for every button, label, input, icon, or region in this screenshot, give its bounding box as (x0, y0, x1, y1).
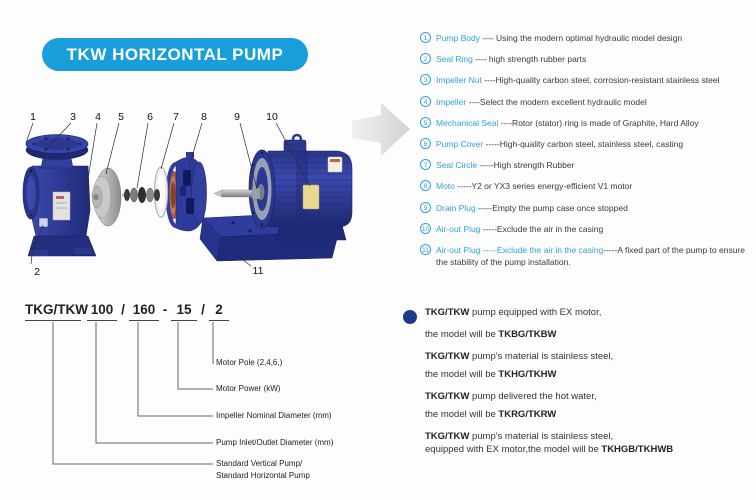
part-description: ----High-quality carbon steel, corrosion-resistant stainless steel (481, 75, 720, 86)
variant-model-code: TKG/TKW (425, 431, 470, 442)
variant-line (425, 430, 752, 443)
part-list-item (420, 223, 754, 235)
variant-model-code: TKHG/TKHW (498, 369, 557, 380)
part-name: Seal Circle (436, 160, 478, 171)
part-list-item (420, 138, 754, 150)
variant-model-code: TKG/TKW (425, 391, 470, 402)
variant-text: pump delivered the hot water, (469, 391, 597, 402)
pump-body-illustration (23, 135, 96, 257)
part-description: -----Empty the pump case once stopped (475, 202, 628, 213)
model-label-impeller-diameter: Impeller Nominal Diameter (mm) (216, 411, 332, 420)
variant-line (425, 368, 752, 381)
part-number-badge: 10 (420, 223, 431, 234)
part-name: Mechanical Seal (436, 117, 499, 128)
part-list-item (420, 96, 754, 108)
callout-10: 10 (266, 111, 278, 123)
part-name: Moto (436, 181, 455, 192)
variant-lines (400, 306, 752, 456)
part-number-badge: 9 (420, 202, 431, 213)
part-list-item (420, 74, 754, 86)
part-text (436, 244, 754, 268)
part-text (436, 138, 683, 150)
variant-text: the model will be (425, 409, 499, 420)
part-name: Air-out Plug (436, 223, 481, 234)
variant-text: pump's material is stainless steel, (469, 351, 614, 362)
part-list-item (420, 202, 754, 214)
model-code-connector-lines (20, 300, 360, 495)
callout-6: 6 (147, 111, 153, 123)
part-text (436, 96, 647, 108)
variant-model-code: TKBG/TKBW (498, 329, 557, 340)
right-arrow-icon (352, 103, 410, 156)
part-number-badge: 6 (420, 138, 431, 149)
part-list-item (420, 32, 754, 44)
callout-4: 4 (95, 111, 101, 123)
part-name: Pump Body (436, 33, 480, 43)
callout-7: 7 (173, 111, 179, 123)
model-code-segment: 2 (209, 301, 229, 321)
part-number-badge: 7 (420, 159, 431, 170)
part-number-badge: 8 (420, 180, 431, 191)
motor-nameplate (303, 185, 319, 209)
callout-8: 8 (201, 111, 207, 123)
part-number-badge: 11 (420, 244, 431, 255)
pump-cover-illustration (166, 152, 207, 231)
model-code-segment: / (121, 302, 125, 317)
exploded-pump-diagram (0, 90, 420, 305)
model-label-motor-power: Motor Power (kW) (216, 384, 281, 393)
callout-9: 9 (234, 111, 240, 123)
part-text (436, 53, 586, 65)
impeller-illustration (92, 168, 121, 226)
model-code-breakdown (20, 300, 360, 495)
part-text (436, 202, 628, 214)
model-label-inlet-outlet: Pump Inlet/Outlet Diameter (mm) (216, 438, 334, 447)
part-list-item (420, 159, 754, 171)
variant-model-code: TKG/TKW (425, 307, 470, 318)
callout-2: 2 (34, 266, 40, 278)
callout-5: 5 (118, 111, 124, 123)
variant-model-code: TKRG/TKRW (498, 409, 557, 420)
variant-text: equipped with EX motor,the model will be (425, 444, 602, 455)
part-description: -----High strength Rubber (477, 160, 575, 171)
part-text (436, 180, 632, 192)
part-name: Air-out Plug -----Exclude the air in the casing (436, 244, 604, 255)
part-text (436, 32, 682, 44)
variant-text: the model will be (425, 369, 499, 380)
part-list-item (420, 53, 754, 65)
variant-line (425, 350, 752, 363)
model-code-segment: / (201, 302, 205, 317)
variant-line (425, 443, 752, 456)
model-label-standard-horizontal: Standard Horizontal Pump (216, 471, 310, 480)
part-name: Impeller Nut (436, 75, 482, 86)
part-description: -----A fixed part of the pump to ensure the stability of the pump installation. (436, 244, 748, 267)
part-number-badge: 1 (420, 32, 431, 43)
part-number-badge: 5 (420, 117, 431, 128)
variant-line (425, 328, 752, 341)
part-description: -----Y2 or YX3 series energy-efficient V1 motor (454, 181, 633, 192)
part-text (436, 117, 699, 129)
part-description: -----Exclude the air in the casing (480, 223, 604, 234)
model-label-standard-vertical: Standard Vertical Pump/ (216, 459, 303, 468)
callout-11: 11 (252, 265, 264, 277)
page-title: TKW HORIZONTAL PUMP (42, 38, 308, 71)
variant-model-code: TKHGB/TKHWB (601, 444, 674, 455)
part-list-item (420, 244, 754, 268)
part-number-badge: 4 (420, 96, 431, 107)
part-name: Drain Plug (436, 202, 476, 213)
variant-line (425, 390, 752, 403)
part-description: ---- Using the modern optimal hydraulic model design (479, 33, 683, 43)
callout-3: 3 (70, 111, 76, 123)
model-code-segment: 160 (129, 301, 159, 321)
callout-1: 1 (30, 111, 36, 123)
part-description: ----Select the modern excellent hydraulic model (466, 96, 647, 107)
part-number-badge: 2 (420, 53, 431, 64)
part-name: Pump Cover (436, 138, 484, 149)
model-code-segment: - (162, 302, 168, 317)
model-code (25, 301, 229, 321)
part-list-item (420, 117, 754, 129)
variant-text: pump equipped with EX motor, (469, 307, 602, 318)
variant-model-code: TKG/TKW (425, 351, 470, 362)
part-text (436, 223, 603, 235)
variant-text: the model will be (425, 329, 499, 340)
variant-line (425, 408, 752, 421)
part-description: ----Rotor (stator) ring is made of Graphite, Hard Alloy (498, 117, 699, 128)
model-code-segment: 15 (171, 301, 197, 321)
parts-list (420, 32, 754, 277)
part-text (436, 159, 574, 171)
model-code-segment: 100 (87, 301, 117, 321)
model-variants-note (400, 306, 752, 456)
part-number-badge: 3 (420, 74, 431, 85)
variant-text: pump's material is stainless steel, (469, 431, 614, 442)
bullet-circle-icon (403, 310, 417, 324)
part-list-item (420, 180, 754, 192)
model-code-segment: TKG/TKW (25, 301, 81, 321)
variant-line (425, 306, 752, 319)
part-text (436, 74, 719, 86)
part-name: Seal Ring (436, 54, 473, 65)
part-description: ---- high strength rubber parts (472, 54, 587, 65)
part-description: -----High-quality carbon steel, stainless steel, casting (483, 138, 684, 149)
part-name: Impeller (436, 96, 467, 107)
motor-illustration (249, 135, 352, 240)
model-label-motor-pole: Motor Pole (2,4,6,) (216, 358, 283, 367)
shaft-illustration (214, 188, 260, 199)
